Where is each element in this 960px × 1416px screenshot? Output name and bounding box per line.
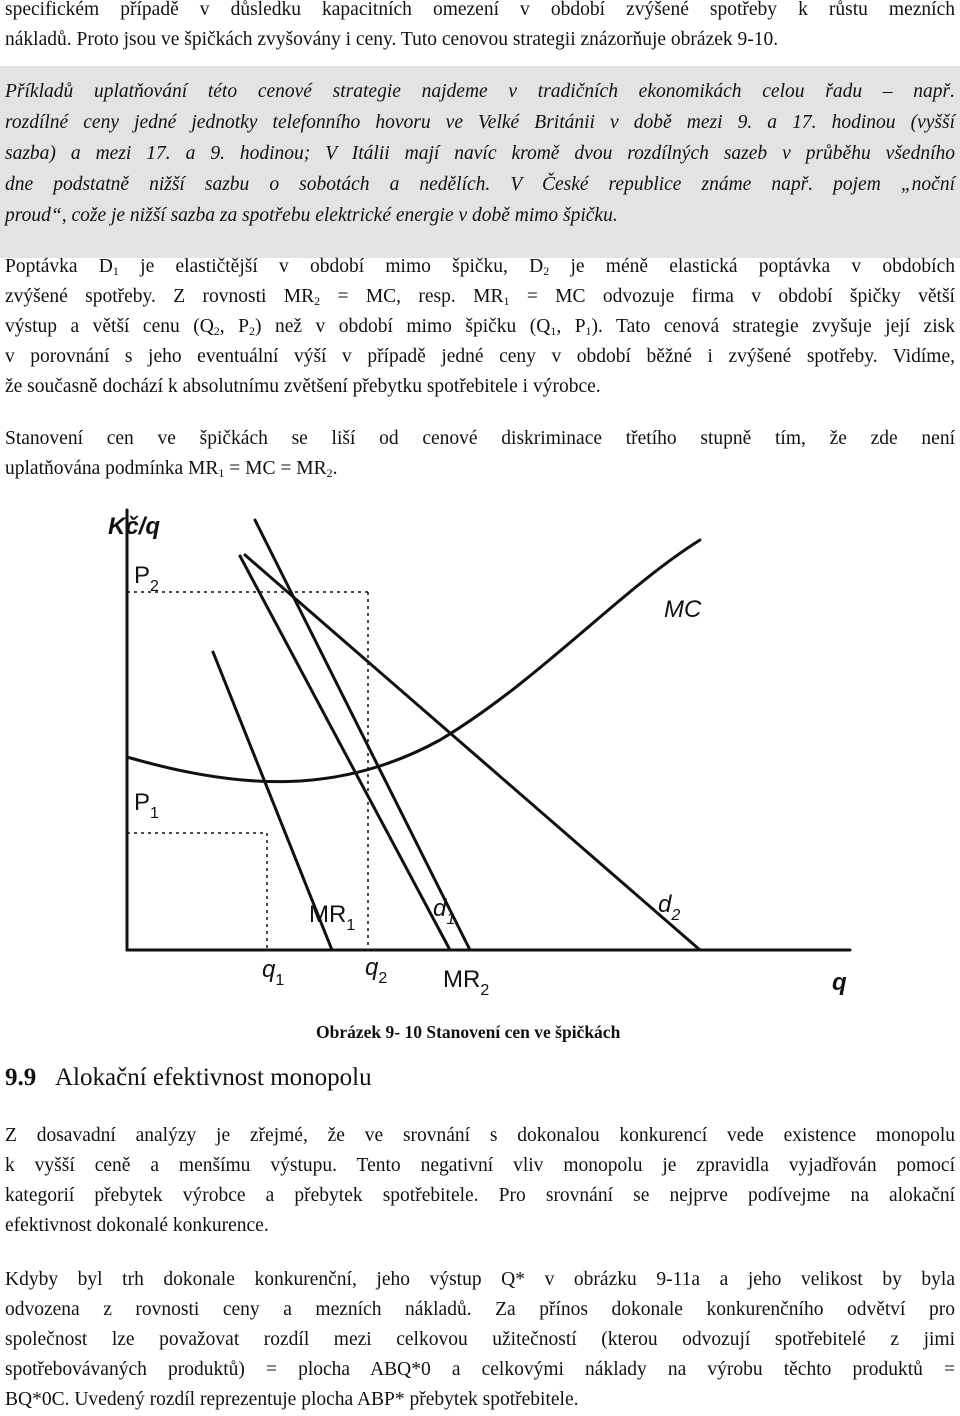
figure-caption: Obrázek 9- 10 Stanovení cen ve špičkách	[316, 1022, 621, 1042]
label-mr2: $MR_2$	[443, 966, 490, 999]
text-line: uplatňována podmínka $MR_1$ = MC = $MR_2$.	[5, 458, 338, 480]
text-line: Kdyby byl trh dokonale konkurenční, jeho výstup Q* v obrázku 9-11a a jeho velikost by byla	[5, 1269, 955, 1290]
label-mc: MC	[664, 596, 702, 623]
text-line: k vyšší ceně a menšímu výstupu. Tento negativní vliv monopolu je zpravidla vyjadřován pomocí	[5, 1155, 955, 1176]
allocation-paragraph	[5, 1121, 955, 1241]
label-mr1: $MR_1$	[309, 901, 356, 934]
text-line: proud“, cože je nižší sazba za spotřebu elektrické energie v době mimo špičku.	[5, 205, 618, 226]
text-line: specifickém případě v důsledku kapacitních omezení v období zvýšené spotřeby k růstu mezních	[5, 0, 955, 20]
curve-mc	[127, 540, 700, 782]
text-line: rozdílné ceny jedné jednotky telefonního hovoru ve Velké Británii v době mezi 9. a 17. hodinou (vyšší	[5, 112, 955, 133]
text-line: Poptávka $D_1$ je elastičtější v období mimo špičku, $D_2$ je méně elastická poptávka v obdobích	[5, 256, 955, 278]
text-line: efektivnost dokonalé konkurence.	[5, 1215, 269, 1236]
text-line: nákladů. Proto jsou ve špičkách zvyšovány i ceny. Tuto cenovou strategii znázorňuje obrázek 9-10.	[5, 29, 779, 50]
text-line: odvozena z rovnosti ceny a mezních nákladů. Za přínos dokonale konkurenčního odvětví pro	[5, 1299, 955, 1320]
label-d2: $d_2$	[658, 891, 681, 924]
text-line: kategorií přebytek výrobce a přebytek spotřebitele. Pro srovnání se nejprve podívejme na alokační	[5, 1185, 955, 1206]
curve-d1	[255, 520, 470, 950]
label-p1: $P_1$	[134, 789, 159, 822]
text-line: společnost lze považovat rozdíl mezi celkovou užitečností (kterou odvozují spotřebitelé z jimi	[5, 1329, 955, 1350]
section-title: Alokační efektivnost monopolu	[55, 1064, 372, 1091]
text-line: zvýšené spotřeby. Z rovnosti $MR_2$ = MC, resp. $MR_1$ = MC odvozuje firma v období špičky větší	[5, 286, 955, 308]
label-q1: $q_1$	[262, 956, 285, 989]
text-line: Stanovení cen ve špičkách se liší od cenové diskriminace třetího stupně tím, že zde není	[5, 428, 955, 449]
label-d1: $d_1$	[433, 895, 456, 928]
y-axis-label: Kč/q	[108, 513, 161, 540]
label-q2: $q_2$	[365, 954, 388, 987]
text-line: v porovnání s jeho eventuální výší v případě jedné ceny v období běžné i zvýšené spotřeby. Vidíme,	[5, 346, 955, 367]
text-line: sazba) a mezi 17. a 9. hodinou; V Itálii mají navíc kromě dvou rozdílných sazeb v průběhu všedního	[5, 143, 955, 164]
section-number: 9.9	[5, 1064, 37, 1091]
text-line: Příkladů uplatňování této cenové strategie najdeme v tradičních ekonomikách celou řadu – např.	[5, 81, 955, 102]
label-p2: $P_2$	[134, 562, 159, 595]
text-line: Z dosavadní analýzy je zřejmé, že ve srovnání s dokonalou konkurencí vede existence monopolu	[5, 1125, 955, 1146]
text-line: spotřebovávaných produktů) = plocha ABQ*0 a celkovými náklady na výrobu těchto produktů =	[5, 1359, 955, 1380]
text-line: výstup a větší cenu ($Q_2$, $P_2$) než v období mimo špičku ($Q_1$, $P_1$). Tato cenová strategie zvyšuje její zisk	[5, 316, 955, 338]
curve-mr2	[240, 556, 450, 950]
curve-d2	[245, 555, 700, 950]
text-line: dne podstatně nižší sazbu o sobotách a nedělích. V České republice známe např. pojem „noční	[5, 174, 955, 195]
text-line: BQ*0C. Uvedený rozdíl reprezentuje plocha ABP* přebytek spotřebitele.	[5, 1389, 579, 1410]
section-heading	[5, 1064, 372, 1092]
text-line: že současně dochází k absolutnímu zvětšení přebytku spotřebitele i výrobce.	[5, 376, 601, 397]
x-axis-label: q	[832, 969, 847, 996]
competition-paragraph	[5, 1265, 955, 1415]
